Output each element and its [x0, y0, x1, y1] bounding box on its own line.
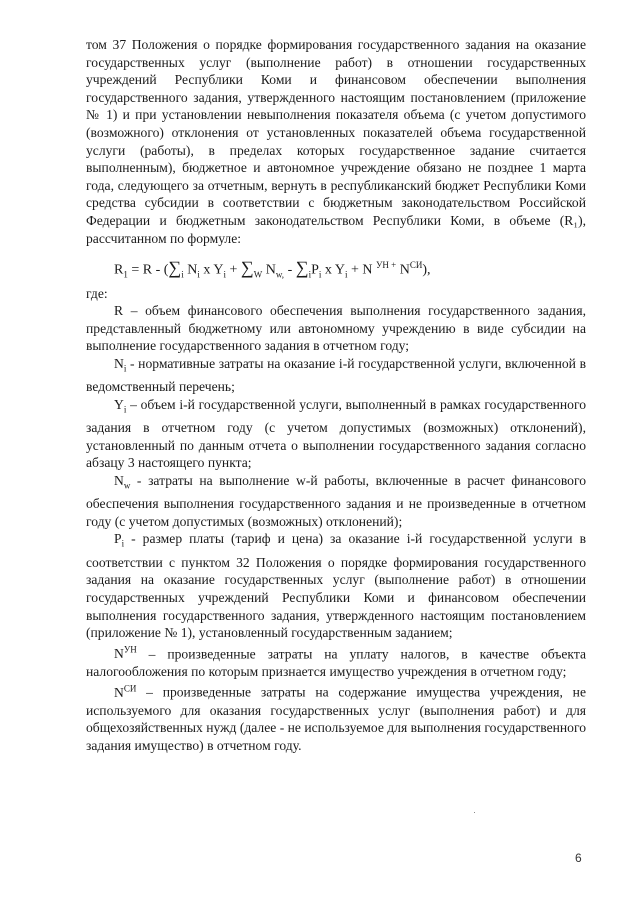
plus1: + [226, 262, 241, 278]
sum1-sub: i [181, 269, 184, 280]
plus2: + N [347, 262, 377, 278]
sigma-symbol: ∑ [240, 257, 254, 278]
page-number: 6 [575, 851, 582, 865]
def-text: – произведенные затраты на уплату налогов, в качестве объекта налогообложения по которым признается имущество учреждения в отчетном году; [86, 646, 586, 679]
def-text: - затраты на выполнение w-й работы, включенные в расчет финансового обеспечения выполнения государственного задания и не произведенные в отчетном году (с учетом допустимых (возможных) отклонений); [86, 472, 586, 529]
where-label: где: [86, 285, 108, 301]
sum2-sub: W [253, 269, 263, 280]
term1: N [183, 262, 198, 278]
definition-nw [86, 472, 586, 531]
term3: P [311, 262, 319, 278]
def-symbol-sub: w [123, 480, 131, 491]
term2-sub: w, [275, 269, 285, 280]
definition-pi [86, 530, 586, 641]
definition-nsi [86, 680, 586, 754]
def-symbol [114, 685, 136, 700]
minus: - [284, 262, 296, 278]
intro-paragraph: том 37 Положения о порядке формирования государственного задания на оказание государственных услуг (выполнение работ) в отношении государственных учреждений Республики Коми и финансовом обеспечении выполнения государственного задания, утвержденного настоящим постановлением (приложение № 1) и при установлении невыполнения показателя объема (с учетом допустимого (возможного) отклонения от установленных показателей объема государственной услуги (работы), в пределах которых государственное задание считается выполненным), бюджетное и автономное учреждение обязано не позднее 1 марта года, следующего за отчетным, вернуть в республиканский бюджет Республики Коми средства субсидии в соответствии с бюджетным законодательством Российской Федерации и бюджетным законодательством Республики Коми, в объеме (R₁), рассчитанном по формуле: [86, 37, 586, 246]
formula-eq: = R - ( [127, 262, 169, 278]
term4: N [396, 262, 410, 278]
def-symbol-base: P [114, 531, 122, 547]
def-text: - размер платы (тариф и цена) за оказание i-й государственной услуги в соответствии с пунктом 32 Положения о порядке формирования государственного задания на оказание государственных услуг (выполнение работ) в отношении государственных учреждений Республики Коми и финансовом обеспечении выполнения государственного задания, утвержденного настоящим постановлением (приложение № 1), установленный государственным заданием; [86, 531, 586, 641]
term1b: x Y [199, 262, 224, 278]
sup-si: СИ [409, 260, 423, 271]
sigma-symbol: ∑ [168, 257, 182, 278]
def-symbol: R [114, 303, 124, 319]
formula-lhs-sub: 1 [123, 269, 128, 280]
def-symbol [114, 396, 127, 415]
def-symbol-sup: СИ [123, 683, 137, 694]
definition-ni [86, 355, 586, 396]
term3-sub: i [318, 269, 322, 280]
def-symbol-base: N [114, 472, 124, 488]
def-symbol-base: N [114, 355, 124, 371]
term3b-sub: i [345, 269, 348, 280]
def-text: – объем финансового обеспечения выполнения государственного задания, представленный бюджетному или автономному учреждению в виде субсидии на выполнение государственного задания в отчетном году; [86, 303, 586, 354]
def-symbol [114, 355, 127, 374]
term2: N [262, 262, 276, 278]
definition-nyn [86, 642, 586, 681]
def-symbol [114, 531, 125, 550]
def-text: - нормативные затраты на оказание i-й государственной услуги, включенной в ведомственный перечень; [86, 355, 586, 395]
def-symbol-base: Y [114, 396, 124, 412]
def-symbol-sub: i [121, 539, 125, 550]
def-symbol [114, 646, 137, 661]
term1b-sub: i [223, 269, 227, 280]
sup-yn: УН + [376, 260, 397, 271]
sum3-sub: i [308, 269, 312, 280]
sigma-symbol: ∑ [295, 257, 309, 278]
def-symbol-sub: i [123, 363, 127, 374]
def-symbol-base: N [114, 684, 124, 700]
formula-close: ), [422, 262, 431, 278]
definition-r [86, 302, 586, 355]
definition-yi [86, 396, 586, 472]
term1-sub: i [197, 269, 200, 280]
term3b: x Y [321, 262, 345, 278]
def-symbol-sup: УН [123, 644, 137, 655]
scan-speck [474, 812, 475, 813]
def-symbol [114, 472, 131, 491]
def-symbol-sub: i [123, 404, 127, 415]
def-text: – произведенные затраты на содержание имущества учреждения, не используемого для оказания государственных услуг (выполнения работ) и для общехозяйственных нужд (далее - не используемое для выполнения государственного задания имущество) в отчетном году. [86, 684, 586, 753]
formula-lhs: R [114, 262, 124, 278]
document-page [86, 36, 586, 754]
def-symbol-base: N [114, 646, 124, 662]
def-text: – объем i-й государственной услуги, выполненный в рамках государственного задания в отчетном году (с учетом допустимых (возможных) отклонений), установленный по данным отчета о выполнении государственного задания согласно абзацу 3 настоящего пункта; [86, 396, 586, 471]
formula [86, 255, 586, 284]
